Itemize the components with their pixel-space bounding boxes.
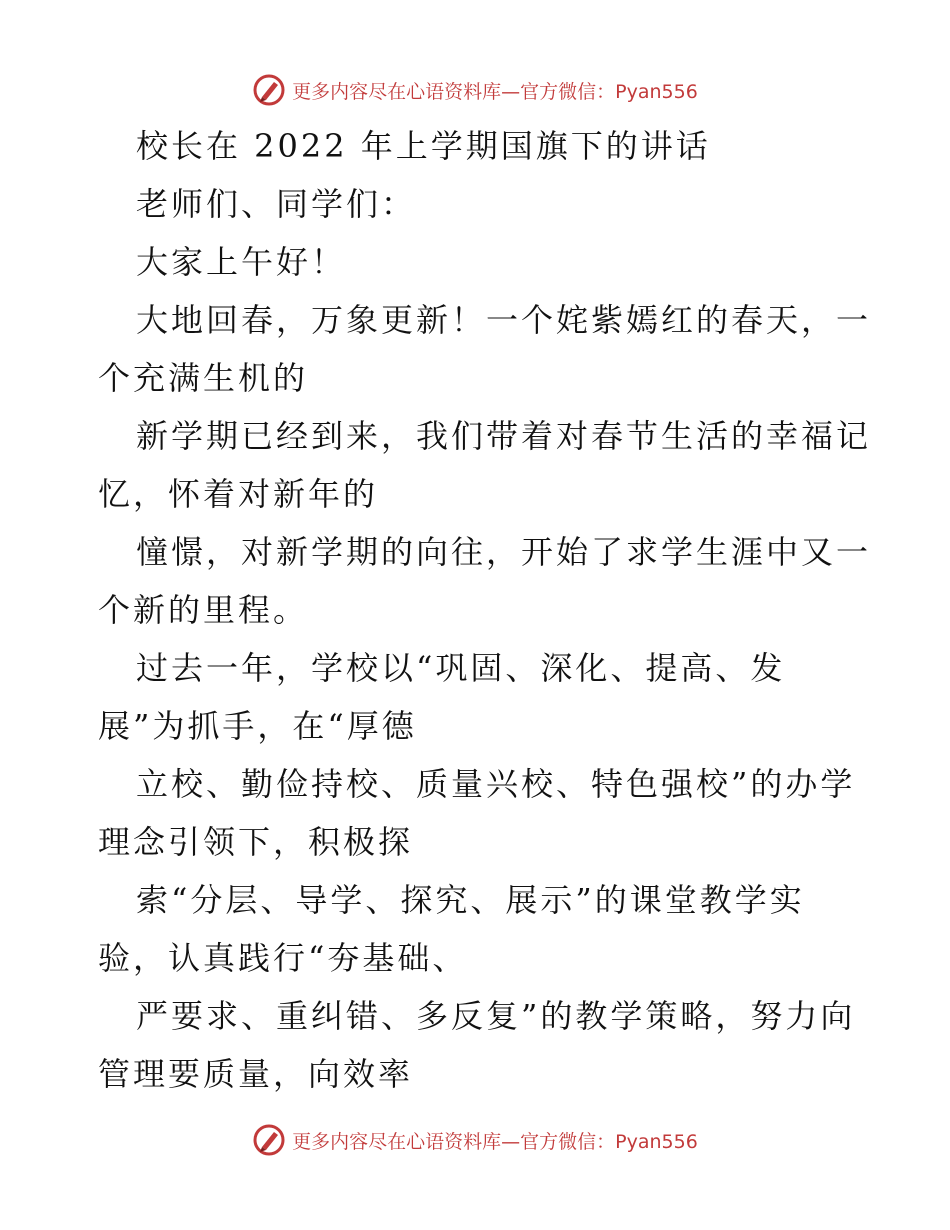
paragraph-line: 索“分层、导学、探究、展示”的课堂教学实	[136, 881, 805, 919]
document-title: 校长在 2022 年上学期国旗下的讲话	[136, 127, 711, 165]
paragraph-line: 新学期已经到来，我们带着对春节生活的幸福记	[136, 417, 872, 455]
pen-logo-icon	[252, 1123, 286, 1157]
watermark-text: 更多内容尽在心语资料库—官方微信：Pyan556	[292, 80, 698, 103]
pen-logo-icon	[252, 73, 286, 107]
paragraph-line: 忆，怀着对新年的	[98, 475, 379, 513]
paragraph-line: 严要求、重纠错、多反复”的教学策略，努力向	[136, 997, 856, 1035]
watermark-footer	[0, 1122, 950, 1158]
paragraph-line: 验，认真践行“夯基础、	[98, 939, 468, 977]
paragraph-line: 立校、勤俭持校、质量兴校、特色强校”的办学	[136, 765, 856, 803]
watermark-header	[0, 72, 950, 108]
paragraph-line: 个新的里程。	[98, 591, 309, 629]
watermark-text: 更多内容尽在心语资料库—官方微信：Pyan556	[292, 1130, 698, 1153]
paragraph-line: 理念引领下，积极探	[98, 823, 414, 861]
paragraph-line: 大地回春，万象更新！一个姹紫嫣红的春天，一	[136, 301, 872, 339]
paragraph-line: 过去一年，学校以“巩固、深化、提高、发	[136, 649, 786, 687]
greeting: 大家上午好！	[136, 243, 347, 281]
salutation: 老师们、同学们：	[136, 185, 417, 223]
paragraph-line: 展”为抓手，在“厚德	[98, 707, 417, 745]
paragraph-line: 憧憬，对新学期的向往，开始了求学生涯中又一	[136, 533, 872, 571]
paragraph-line: 个充满生机的	[98, 359, 309, 397]
paragraph-line: 管理要质量，向效率	[98, 1055, 414, 1093]
